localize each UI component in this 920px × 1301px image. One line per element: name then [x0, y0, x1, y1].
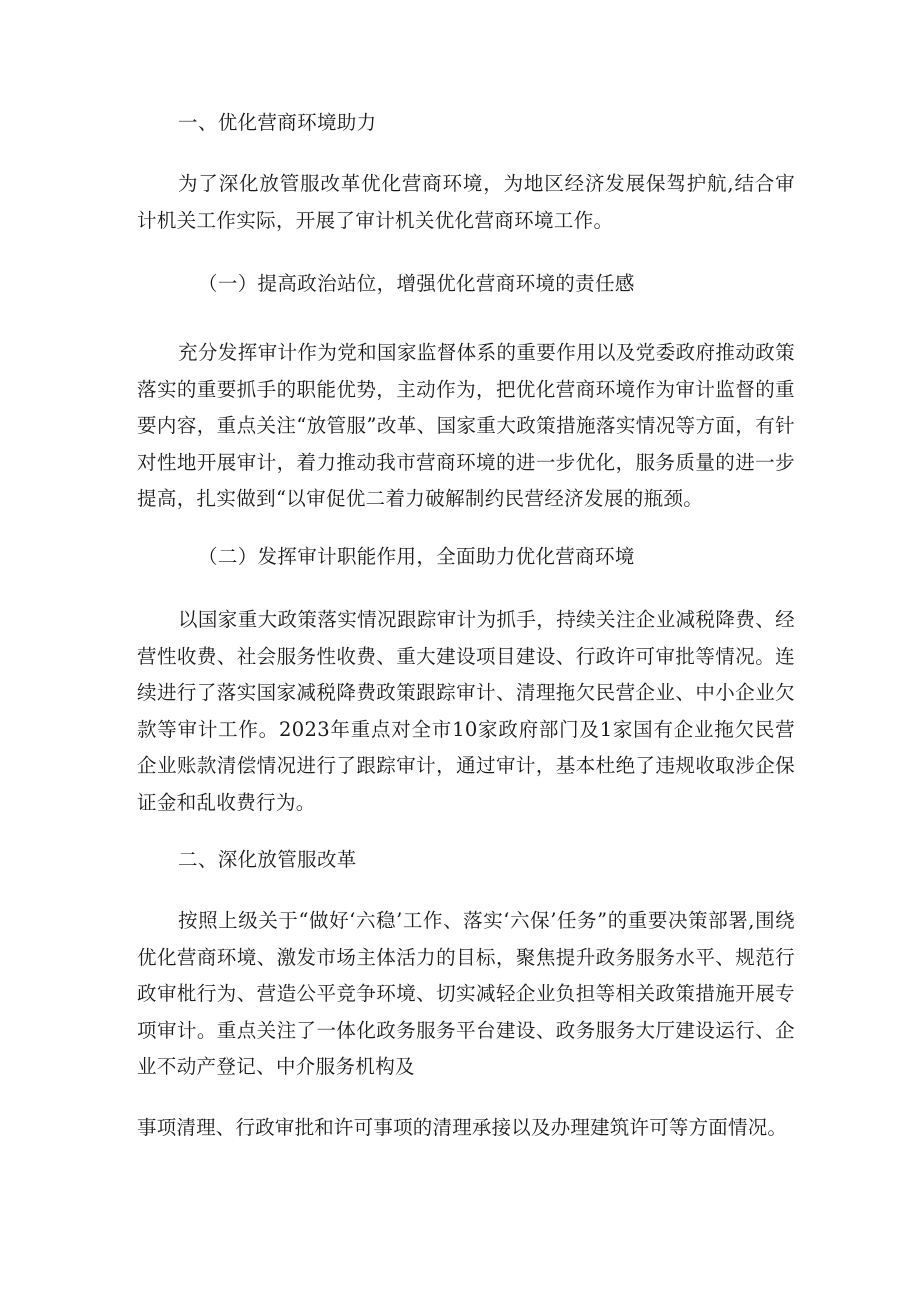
paragraph-continuation: 事项清理、行政审批和许可事项的清理承接以及办理建筑许可等方面情况。	[137, 1116, 788, 1139]
paragraph-political-standing: 充分发挥审计作为党和国家监督体系的重要作用以及党委政府推动政策落实的重要抓手的职能优势，主动作为，把优化营商环境作为审计监督的重要内容，重点关注“放管服”改革、国家重大政策措施落实情况等方面，有针对性地开展审计，着力推动我市营商环境的进一步优化，服务质量的进一步提高，扎实做到“以审促优二着力破解制约民营经济发展的瓶颈。	[137, 341, 795, 511]
paragraph-reform: 按照上级关于“做好‘六稳’工作、落实‘六保’任务”的重要决策部署,围绕优化营商环境、激发市场主体活力的目标，聚焦提升政务服务水平、规范行政审枇行为、营造公平竞争环境、切实减轻企业负担等相关政策措施开展专项审计。重点关注了一体化政务服务平台建设、政务服务大厅建设运行、企业不动产登记、中介服务机构及	[137, 909, 795, 1079]
subsection-heading-1: （一）提高政治站位，增强优化营商环境的责任感	[198, 272, 635, 295]
subsection-heading-2: （二）发挥审计职能作用，全面助力优化营商环境	[198, 545, 635, 568]
paragraph-audit-function: 以国家重大政策落实情况跟踪审计为抓手，持续关注企业减税降费、经营性收费、社会服务性收费、重大建设项目建设、行政许可审批等情况。连续进行了落实国家减税降费政策跟踪审计、清理拖欠民营企业、中小企业欠款等审计工作。2023年重点对全市10家政府部门及1家国有企业拖欠民营企业账款清偿情况进行了跟踪审计，通过审计，基本杜绝了违规收取涉企保证金和乱收费行为。	[137, 608, 795, 814]
section-heading-2: 二、深化放管服改革	[178, 848, 357, 871]
section-heading-1: 一、优化营商环境助力	[178, 111, 377, 134]
paragraph-intro: 为了深化放管服改革优化营商环境，为地区经济发展保驾护航,结合审计机关工作实际，开展了审计机关优化营商环境工作。	[137, 172, 795, 232]
